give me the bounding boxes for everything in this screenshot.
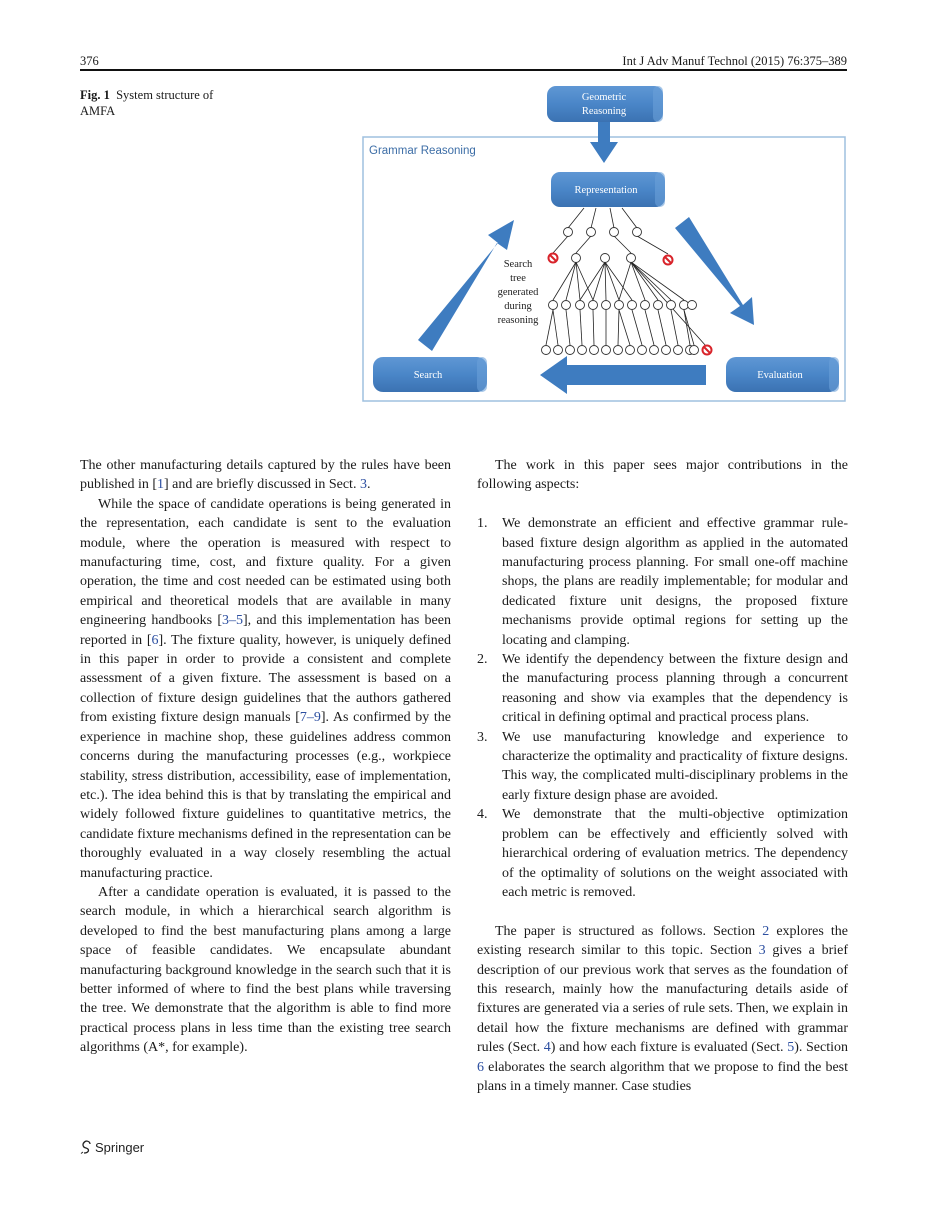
tree-note-line-2: tree xyxy=(510,273,526,284)
text-run: elaborates the search algorithm that we propose to find the best plans in a timely manner. Case studies xyxy=(477,1059,848,1094)
text-run: ]. As confirmed by the experience in machine shop, these guidelines address common concerns during the manufacturing processes (e.g., workpiece stability, stress distribution, accessibility, ease of implementation, etc.). The idea behind this is that by translating the empirical and widely followed fixture guidelines to quantitative metrics, the candidate fixture mechanisms defined in the representation can be thoroughly evaluated in a way closely resembling the actual manufacturing practice. xyxy=(80,710,451,881)
text-run: . xyxy=(366,477,371,493)
list-item xyxy=(477,728,848,806)
paragraph: The work in this paper sees major contributions in the following aspects: xyxy=(477,458,848,493)
list-number: 3. xyxy=(477,729,488,745)
text-run: The other manufacturing details captured by the rules have been published in [ xyxy=(80,458,451,493)
paragraph xyxy=(477,922,848,1097)
section-link[interactable]: 5 xyxy=(787,1040,795,1056)
list-text: We use manufacturing knowledge and experience to characterize the optimality and practicality of fixture designs. This way, the complicated multi-disciplinary problems in the early fixture design phase are avoided. xyxy=(502,729,848,803)
publisher-footer xyxy=(80,1140,144,1155)
list-number: 2. xyxy=(477,652,488,668)
left-column xyxy=(80,456,451,1058)
citation-link[interactable]: 6 xyxy=(151,632,159,648)
system-structure-diagram xyxy=(0,0,925,420)
list-text: We demonstrate that the multi-objective optimization problem can be effectively and efficiently solved with hierarchical ordering of evaluation metrics. The dependency of the optimality of solutions on the weight associated with each metric is removed. xyxy=(502,807,848,900)
search-label: Search xyxy=(413,370,443,381)
section-link[interactable]: 4 xyxy=(543,1040,551,1056)
list-number: 1. xyxy=(477,516,488,532)
text-run: ] and are briefly discussed in Sect. xyxy=(164,477,360,493)
journal-citation: Int J Adv Manuf Technol (2015) 76:375–389 xyxy=(622,54,847,68)
text-run: explores the existing research similar to this topic. Section xyxy=(477,923,849,959)
figure-label: Fig. 1 xyxy=(80,88,110,102)
panel-title: Grammar Reasoning xyxy=(369,145,476,157)
citation-link[interactable]: 7–9 xyxy=(299,710,321,726)
paragraph xyxy=(80,456,451,495)
tree-note-line-4: during xyxy=(504,301,532,312)
list-item xyxy=(477,650,848,728)
citation-link[interactable]: 3–5 xyxy=(221,613,243,629)
text-run: ]. The fixture quality, however, is uniquely defined in this paper in order to provide a consistent and complete assessment of a given fixture. The assessment is based on a collection of fixture design guidelines that the authors gathered from existing fixture design manuals [ xyxy=(80,632,451,726)
list-number: 4. xyxy=(477,807,488,823)
spacer xyxy=(477,495,848,514)
publisher-name: Springer xyxy=(95,1140,145,1155)
evaluation-node xyxy=(726,357,839,392)
section-link[interactable]: 2 xyxy=(762,923,770,939)
section-link[interactable]: 3 xyxy=(758,943,766,959)
section-link[interactable]: 6 xyxy=(477,1059,484,1075)
section-link[interactable]: 3 xyxy=(359,477,367,493)
citation-link[interactable]: 1 xyxy=(157,477,164,493)
text-run: ], and this implementation has been reported in [ xyxy=(80,613,451,648)
list-item xyxy=(477,514,848,650)
tree-note-line-5: reasoning xyxy=(497,315,539,326)
page-number: 376 xyxy=(80,54,99,68)
representation-node xyxy=(551,172,665,207)
tree-note-line-1: Search xyxy=(503,259,533,270)
list-text: We identify the dependency between the fixture design and the manufacturing process planning through a concurrent reasoning and show via examples that the dependency is critical in defining optimal and practical process plans. xyxy=(502,652,848,726)
text-run: ) and how each fixture is evaluated (Sect. xyxy=(550,1040,788,1056)
text-run: gives a brief description of our previous work that serves as the foundation of this research, mainly how the manufacturing details aside of fixtures are generated via a series of rule sets. Then, we explain in detail how the fixture mechanisms are defined with grammar rules (Sect. xyxy=(477,943,848,1056)
geometric-label-2: Reasoning xyxy=(581,106,627,117)
representation-label: Representation xyxy=(574,185,638,196)
geometric-label-1: Geometric xyxy=(581,92,627,103)
evaluation-label: Evaluation xyxy=(757,370,803,381)
tree-note-line-3: generated xyxy=(497,287,539,298)
spacer xyxy=(477,902,848,921)
text-run: While the space of candidate operations is being generated in the representation, each candidate is sent to the evaluation module, where the operation is measured with respect to manufacturing time, cost, and fixture quality. For a given operation, the time and cost needed can be estimated using both empirical and theoretical models that are available in many engineering handbooks [ xyxy=(80,496,451,629)
list-item xyxy=(477,805,848,902)
right-column xyxy=(477,456,848,1096)
text-run: ). Section xyxy=(794,1040,849,1056)
paragraph: After a candidate operation is evaluated, it is passed to the search module, in which a hierarchical search algorithm is developed to find the best manufacturing plans among a large space of feasible candidates. We encapsulate abundant manufacturing background knowledge in the search such that it is better informed of where to find the best plans while traversing the tree. We demonstrate that the algorithm is able to find more practical process plans in less time than the existing tree search algorithms (A*, for example). xyxy=(80,884,451,1056)
list-text: We demonstrate an efficient and effective grammar rule-based fixture design algorithm as applied in the automated manufacturing process planning. For small one-off machine shops, the plans are readily implementable; for modular and dedicated fixture unit designs, the proposed fixture mechanisms provide optimal regions for setting up the locating and clamping. xyxy=(502,516,848,648)
contributions-list xyxy=(477,514,848,902)
paragraph xyxy=(80,495,451,883)
geometric-reasoning-node xyxy=(547,86,663,122)
springer-logo-icon xyxy=(80,1140,92,1154)
figure-caption-text: System structure of AMFA xyxy=(80,88,214,118)
text-run: The paper is structured as follows. Section xyxy=(495,923,763,939)
search-node xyxy=(373,357,487,392)
